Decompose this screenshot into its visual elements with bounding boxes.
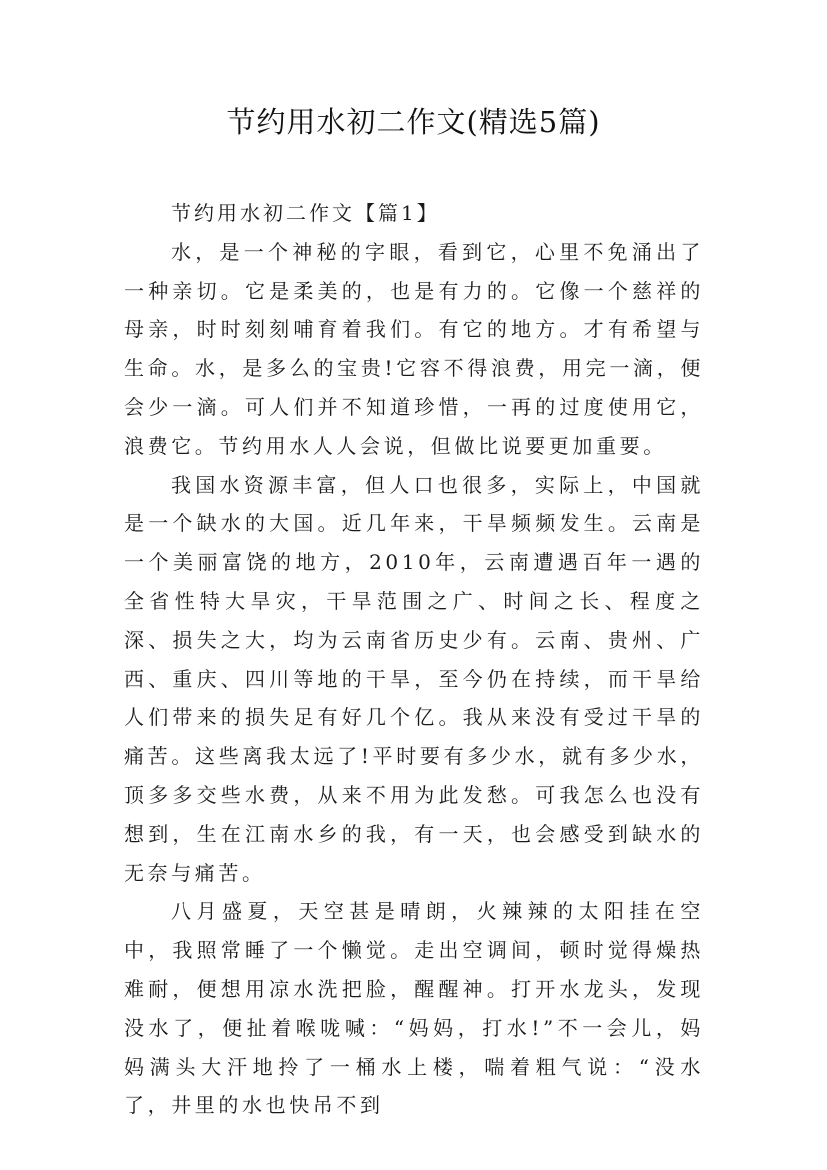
document-body: [124, 194, 704, 1125]
paragraph-3: 八月盛夏，天空甚是晴朗，火辣辣的太阳挂在空中，我照常睡了一个懒觉。走出空调间，顿时觉得燥热难耐，便想用凉水洗把脸，醒醒神。打开水龙头，发现没水了，便扯着喉咙喊：“妈妈，打水!”不一会儿，妈妈满头大汗地拎了一桶水上楼，喘着粗气说：“没水了，井里的水也快吊不到: [124, 899, 704, 1118]
paragraph-2: 我国水资源丰富，但人口也很多，实际上，中国就是一个缺水的大国。近几年来，干旱频频发生。云南是一个美丽富饶的地方，2010年，云南遭遇百年一遇的全省性特大旱灾，干旱范围之广、时间之长、程度之深、损失之大，均为云南省历史少有。云南、贵州、广西、重庆、四川等地的干旱，至今仍在持续，而干旱给人们带来的损失足有好几个亿。我从来没有受过干旱的痛苦。这些离我太远了!平时要有多少水，就有多少水，顶多多交些水费，从来不用为此发愁。可我怎么也没有想到，生在江南水乡的我，有一天，也会感受到缺水的无奈与痛苦。: [124, 472, 704, 885]
section-heading: 节约用水初二作文【篇1】: [171, 201, 440, 225]
document-title: 节约用水初二作文(精选5篇): [226, 105, 601, 139]
paragraph-1: 水，是一个神秘的字眼，看到它，心里不免涌出了一种亲切。它是柔美的，也是有力的。它像一个慈祥的母亲，时时刻刻哺育着我们。有它的地方。才有希望与生命。水，是多么的宝贵!它容不得浪费，用完一滴，便会少一滴。可人们并不知道珍惜，一再的过度使用它，浪费它。节约用水人人会说，但做比说要更加重要。: [124, 239, 704, 458]
